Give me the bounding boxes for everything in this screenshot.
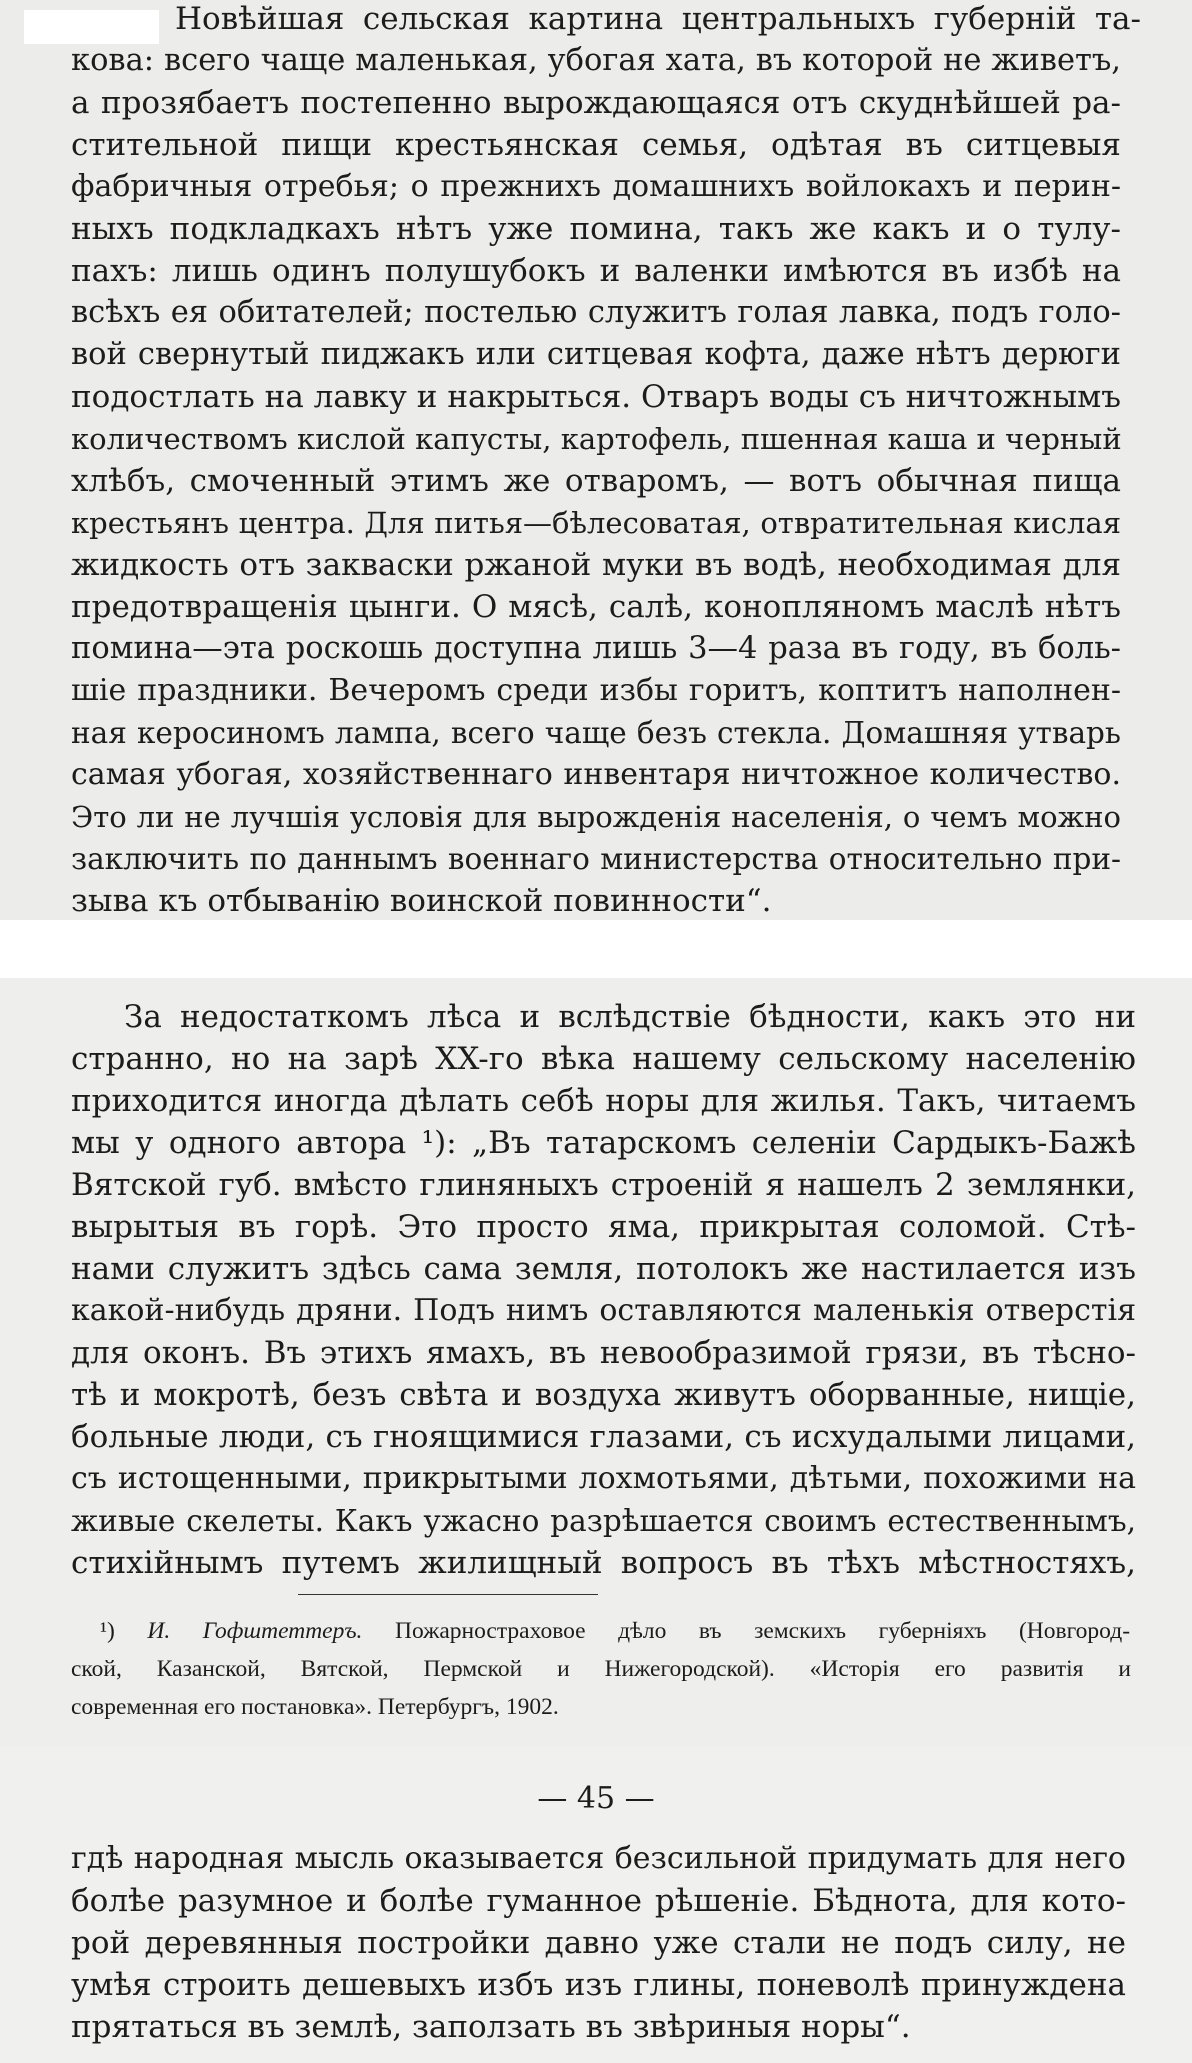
paragraph-2-line: Вятской губ. вмѣсто глиняныхъ строеній я нашелъ 2 землянки, (71, 1167, 1136, 1203)
paragraph-3-line: умѣя строить дешевыхъ избъ изъ глины, поневолѣ принуждена (71, 1967, 1126, 2003)
paragraph-2-line: живые скелеты. Какъ ужасно разрѣшается своимъ естественнымъ, (71, 1504, 1136, 1538)
paragraph-1-line: самая убогая, хозяйственнаго инвентаря ничтожное количество. (71, 757, 1121, 792)
paragraph-1-line: ныхъ подкладкахъ нѣтъ уже помина, такъ же какъ и о тулу- (71, 211, 1121, 247)
paragraph-1-line: фабричныя отребья; о прежнихъ домашнихъ войлокахъ и перин- (71, 169, 1121, 204)
paragraph-1-line: зыва къ отбыванію воинской повинности“. (71, 883, 772, 919)
paragraph-1-line: вой свернутый пиджакъ или ситцевая кофта, даже нѣтъ дерюги (71, 337, 1121, 372)
paragraph-1-line: заключить по даннымъ военнаго министерства относительно при- (71, 842, 1121, 876)
paragraph-3-line: прятаться въ землѣ, заползать въ звѣриныя норы“. (71, 2009, 911, 2045)
footnote-line: современная его постановка». Петербургъ, 1902. (71, 1694, 559, 1720)
paragraph-1-line: крестьянъ центра. Для питья—бѣлесоватая, отвратительная кислая (71, 506, 1121, 540)
footnote-rule (298, 1594, 598, 1595)
footnote-marker: ¹) (100, 1618, 115, 1644)
paragraph-2-line: нами служитъ здѣсь сама земля, потолокъ же настилается изъ (71, 1251, 1136, 1287)
scan-separator (0, 920, 1192, 978)
paragraph-1-line: ная керосиномъ лампа, всего чаще безъ стекла. Домашняя утварь (71, 716, 1121, 750)
paragraph-2-line: больные люди, съ гноящимися глазами, съ исхудалыми лицами, (71, 1419, 1136, 1455)
paragraph-2-line: приходится иногда дѣлать себѣ норы для жилья. Такъ, читаемъ (71, 1083, 1136, 1119)
paragraph-2-line: мы у одного автора ¹): „Въ татарскомъ селеніи Сардыкъ-Бажѣ (71, 1125, 1136, 1161)
paragraph-1-line: помина—эта роскошь доступна лишь 3—4 раза въ году, въ боль- (71, 631, 1121, 666)
footnote-author: И. Гофштеттеръ. (147, 1618, 363, 1644)
paper-blank-patch (24, 10, 159, 44)
paragraph-1-line: количествомъ кислой капусты, картофель, пшенная каша и черный (71, 422, 1122, 456)
paragraph-2-line: стихійнымъ путемъ жилищный вопросъ въ тѣхъ мѣстностяхъ, (71, 1545, 1136, 1581)
paragraph-3-line: болѣе разумное и болѣе гуманное рѣшеніе. Бѣднота, для кото- (71, 1883, 1126, 1919)
paragraph-1-line: пахъ: лишь одинъ полушубокъ и валенки имѣются въ избѣ на (71, 253, 1121, 289)
paragraph-1-line: Новѣйшая сельская картина центральныхъ губерній та- (175, 1, 1141, 37)
paragraph-1-line: стительной пищи крестьянская семья, одѣтая въ ситцевыя (71, 127, 1121, 163)
paragraph-1-line: жидкость отъ закваски ржаной муки въ водѣ, необходимая для (71, 547, 1121, 583)
footnote-line (100, 1612, 1130, 1650)
paragraph-2-line: вырытыя въ горѣ. Это просто яма, прикрытая соломой. Стѣ- (71, 1209, 1136, 1245)
paragraph-1-line: хлѣбъ, смоченный этимъ же отваромъ, — вотъ обычная пища (71, 463, 1121, 499)
paragraph-2-line: съ истощенными, прикрытыми лохмотьями, дѣтьми, похожими на (71, 1461, 1136, 1496)
footnote-text: Пожарностраховое дѣло въ земскихъ губерніяхъ (Новгород- (394, 1618, 1131, 1644)
paragraph-2-line: странно, но на зарѣ XX-го вѣка нашему сельскому населенію (71, 1041, 1136, 1077)
paragraph-2-line: для оконъ. Въ этихъ ямахъ, въ невообразимой грязи, въ тѣсно- (71, 1335, 1136, 1371)
paragraph-1-line: шіе праздники. Вечеромъ среди избы горитъ, коптитъ наполнен- (71, 673, 1121, 708)
paragraph-3-line: гдѣ народная мысль оказывается безсильной придумать для него (71, 1841, 1126, 1876)
page-number: — 45 — (537, 1781, 655, 1816)
paragraph-2-line: тѣ и мокротѣ, безъ свѣта и воздуха живутъ оборванные, нищіе, (71, 1377, 1136, 1413)
paragraph-1-line: Это ли не лучшія условія для вырожденія населенія, о чемъ можно (71, 800, 1121, 834)
paragraph-2-line: какой-нибудь дряни. Подъ нимъ оставляются маленькія отверстія (71, 1293, 1136, 1328)
paragraph-1-line: всѣхъ ея обитателей; постелью служитъ голая лавка, подъ голо- (71, 295, 1121, 330)
paragraph-1-line: предотвращенія цынги. О мясѣ, салѣ, конопляномъ маслѣ нѣтъ (71, 589, 1121, 625)
paragraph-1-line: а прозябаетъ постепенно вырождающаяся отъ скуднѣйшей ра- (71, 85, 1121, 121)
paragraph-1-line: кова: всего чаще маленькая, убогая хата, въ которой не живетъ, (71, 43, 1121, 78)
footnote-line: ской, Казанской, Вятской, Пермской и Нижегородской). «Исторія его развитія и (71, 1656, 1131, 1682)
paragraph-3-line: рой деревянныя постройки давно уже стали не подъ силу, не (71, 1925, 1126, 1961)
paragraph-1-line: подостлать на лавку и накрыться. Отваръ воды съ ничтожнымъ (71, 379, 1121, 415)
paragraph-2-line: За недостаткомъ лѣса и вслѣдствіе бѣдности, какъ это ни (124, 999, 1136, 1035)
